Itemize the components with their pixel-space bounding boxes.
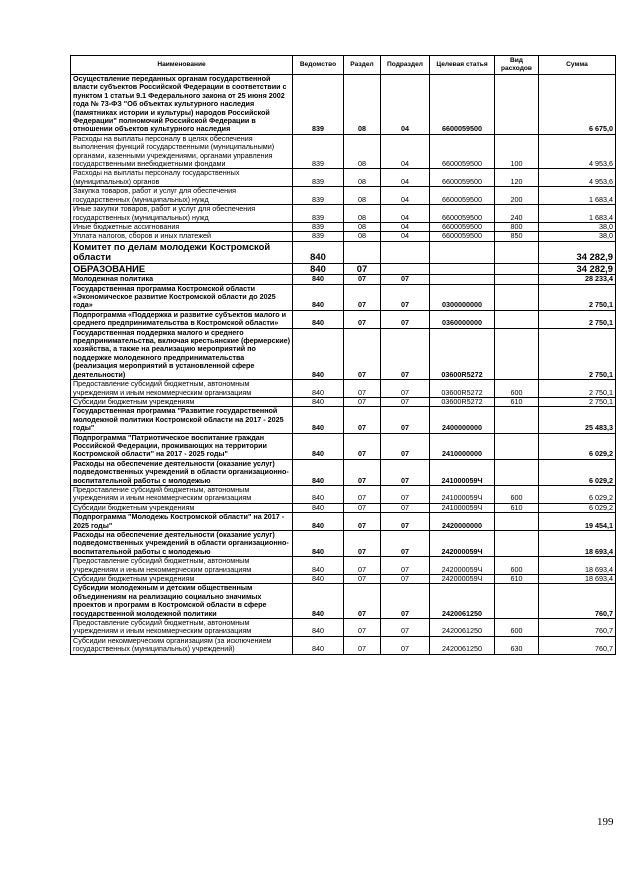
row-vid-cell xyxy=(495,284,539,310)
row-vedomstvo-cell: 839 xyxy=(293,187,344,205)
row-vid-cell: 610 xyxy=(495,503,539,512)
row-statya-cell: 03600R5272 xyxy=(430,380,495,398)
row-vedomstvo-cell: 839 xyxy=(293,205,344,223)
row-vid-cell: 800 xyxy=(495,222,539,231)
table-row xyxy=(71,503,616,512)
row-name-cell: Государственная программа "Развитие государственной молодежной политики Костромской области на 2017 - 2025 годы" xyxy=(71,407,293,433)
row-podrazdel-cell: 07 xyxy=(381,407,430,433)
row-statya-cell: 242000059Ч xyxy=(430,531,495,557)
row-vedomstvo-cell: 840 xyxy=(293,531,344,557)
row-razdel-cell: 08 xyxy=(344,134,381,169)
row-summa-cell: 2 750,1 xyxy=(539,310,616,328)
row-statya-cell: 6600059500 xyxy=(430,205,495,223)
row-statya-cell: 241000059Ч xyxy=(430,459,495,485)
header-name: Наименование xyxy=(71,56,293,75)
row-razdel-cell: 07 xyxy=(344,636,381,654)
row-vedomstvo-cell: 840 xyxy=(293,275,344,284)
row-summa-cell: 28 233,4 xyxy=(539,275,616,284)
row-name-cell: Предоставление субсидий бюджетным, автономным учреждениям и иным некоммерческим организациям xyxy=(71,380,293,398)
row-statya-cell: 6600059500 xyxy=(430,187,495,205)
row-razdel-cell: 08 xyxy=(344,232,381,241)
row-vedomstvo-cell: 840 xyxy=(293,328,344,379)
row-vedomstvo-cell: 840 xyxy=(293,557,344,575)
row-summa-cell: 19 454,1 xyxy=(539,513,616,531)
row-summa-cell: 4 953,6 xyxy=(539,134,616,169)
row-podrazdel-cell: 07 xyxy=(381,636,430,654)
row-statya-cell: 0300000000 xyxy=(430,284,495,310)
row-vedomstvo-cell: 840 xyxy=(293,380,344,398)
row-name-cell: Иные закупки товаров, работ и услуг для обеспечения государственных (муниципальных) нужд xyxy=(71,205,293,223)
row-vid-cell: 240 xyxy=(495,205,539,223)
row-podrazdel-cell: 04 xyxy=(381,222,430,231)
row-summa-cell: 6 675,0 xyxy=(539,75,616,135)
row-razdel-cell: 08 xyxy=(344,187,381,205)
header-vid-raskhodov: Вид расходов xyxy=(495,56,539,75)
row-razdel-cell: 07 xyxy=(344,433,381,459)
row-vedomstvo-cell: 840 xyxy=(293,513,344,531)
row-vid-cell xyxy=(495,459,539,485)
row-razdel-cell: 08 xyxy=(344,222,381,231)
row-name-cell: Закупка товаров, работ и услуг для обеспечения государственных (муниципальных) нужд xyxy=(71,187,293,205)
table-row xyxy=(71,433,616,459)
row-podrazdel-cell: 04 xyxy=(381,75,430,135)
row-podrazdel-cell: 07 xyxy=(381,513,430,531)
row-summa-cell: 2 750,1 xyxy=(539,380,616,398)
row-name-cell: Предоставление субсидий бюджетным, автономным учреждениям и иным некоммерческим организациям xyxy=(71,557,293,575)
row-podrazdel-cell: 07 xyxy=(381,328,430,379)
row-vedomstvo-cell: 840 xyxy=(293,575,344,584)
row-razdel-cell: 07 xyxy=(344,310,381,328)
row-podrazdel-cell: 04 xyxy=(381,169,430,187)
row-name-cell: Расходы на обеспечение деятельности (оказание услуг) подведомственных учреждений в области организационно-воспитательной работы с молодежью xyxy=(71,459,293,485)
row-vid-cell: 850 xyxy=(495,232,539,241)
row-statya-cell: 2420000000 xyxy=(430,513,495,531)
row-summa-cell: 6 029,2 xyxy=(539,459,616,485)
row-vid-cell xyxy=(495,407,539,433)
row-vid-cell xyxy=(495,433,539,459)
row-statya-cell: 0360000000 xyxy=(430,310,495,328)
table-row xyxy=(71,284,616,310)
row-razdel-cell: 07 xyxy=(344,557,381,575)
row-vid-cell xyxy=(495,531,539,557)
row-podrazdel-cell: 07 xyxy=(381,397,430,406)
row-podrazdel-cell: 07 xyxy=(381,284,430,310)
row-summa-cell: 6 029,2 xyxy=(539,485,616,503)
row-statya-cell: 6600059500 xyxy=(430,169,495,187)
row-statya-cell: 2410000000 xyxy=(430,433,495,459)
row-statya-cell: 03600R5272 xyxy=(430,397,495,406)
row-razdel-cell: 07 xyxy=(344,328,381,379)
row-summa-cell: 6 029,2 xyxy=(539,503,616,512)
row-name-cell: Расходы на выплаты персоналу государственных (муниципальных) органов xyxy=(71,169,293,187)
row-razdel-cell: 07 xyxy=(344,380,381,398)
row-podrazdel-cell: 04 xyxy=(381,232,430,241)
row-razdel-cell: 07 xyxy=(344,263,381,275)
row-vedomstvo-cell: 839 xyxy=(293,232,344,241)
row-vedomstvo-cell: 840 xyxy=(293,636,344,654)
row-statya-cell xyxy=(430,275,495,284)
row-vid-cell: 630 xyxy=(495,636,539,654)
row-vid-cell: 610 xyxy=(495,397,539,406)
row-summa-cell: 34 282,9 xyxy=(539,241,616,263)
row-statya-cell: 242000059Ч xyxy=(430,575,495,584)
header-summa: Сумма xyxy=(539,56,616,75)
table-row xyxy=(71,575,616,584)
table-row xyxy=(71,263,616,275)
row-summa-cell: 2 750,1 xyxy=(539,284,616,310)
row-vedomstvo-cell: 840 xyxy=(293,584,344,619)
row-razdel-cell: 07 xyxy=(344,485,381,503)
row-name-cell: Субсидии некоммерческим организациям (за исключением государственных (муниципальных) учреждений) xyxy=(71,636,293,654)
row-summa-cell: 760,7 xyxy=(539,584,616,619)
table-row xyxy=(71,134,616,169)
row-podrazdel-cell: 07 xyxy=(381,459,430,485)
row-name-cell: Предоставление субсидий бюджетным, автономным учреждениям и иным некоммерческим организациям xyxy=(71,485,293,503)
row-vedomstvo-cell: 840 xyxy=(293,459,344,485)
table-row xyxy=(71,241,616,263)
row-podrazdel-cell: 04 xyxy=(381,205,430,223)
row-summa-cell: 18 693,4 xyxy=(539,557,616,575)
row-name-cell: Уплата налогов, сборов и иных платежей xyxy=(71,232,293,241)
row-summa-cell: 18 693,4 xyxy=(539,575,616,584)
budget-table xyxy=(70,55,616,655)
table-row xyxy=(71,232,616,241)
row-razdel-cell: 07 xyxy=(344,397,381,406)
row-name-cell: Расходы на выплаты персоналу в целях обеспечения выполнения функций государственными (муниципальными) органами, казенными учреждениями, органами управления государственными внебюджетными фондами xyxy=(71,134,293,169)
row-statya-cell: 242000059Ч xyxy=(430,557,495,575)
row-summa-cell: 18 693,4 xyxy=(539,531,616,557)
row-statya-cell: 2420061250 xyxy=(430,636,495,654)
row-summa-cell: 38,0 xyxy=(539,232,616,241)
row-vedomstvo-cell: 840 xyxy=(293,310,344,328)
row-podrazdel-cell: 07 xyxy=(381,503,430,512)
row-vid-cell xyxy=(495,241,539,263)
table-row xyxy=(71,275,616,284)
row-podrazdel-cell: 07 xyxy=(381,557,430,575)
row-statya-cell: 2420061250 xyxy=(430,584,495,619)
row-razdel-cell: 07 xyxy=(344,407,381,433)
row-name-cell: Подпрограмма «Поддержка и развитие субъектов малого и среднего предпринимательства в Костромской области» xyxy=(71,310,293,328)
table-row xyxy=(71,513,616,531)
row-statya-cell: 241000059Ч xyxy=(430,503,495,512)
row-vedomstvo-cell: 840 xyxy=(293,263,344,275)
row-vid-cell: 600 xyxy=(495,619,539,637)
table-row xyxy=(71,328,616,379)
row-podrazdel-cell: 07 xyxy=(381,380,430,398)
table-row xyxy=(71,310,616,328)
row-vedomstvo-cell: 839 xyxy=(293,75,344,135)
row-podrazdel-cell xyxy=(381,241,430,263)
row-summa-cell: 34 282,9 xyxy=(539,263,616,275)
row-vid-cell: 600 xyxy=(495,557,539,575)
table-row xyxy=(71,205,616,223)
header-vedomstvo: Ведомство xyxy=(293,56,344,75)
table-body xyxy=(71,75,616,655)
row-vid-cell xyxy=(495,310,539,328)
row-name-cell: Государственная программа Костромской области «Экономическое развитие Костромской области до 2025 года» xyxy=(71,284,293,310)
table-row xyxy=(71,459,616,485)
row-vid-cell: 600 xyxy=(495,485,539,503)
row-statya-cell: 03600R5272 xyxy=(430,328,495,379)
row-razdel-cell: 07 xyxy=(344,575,381,584)
row-name-cell: Субсидии бюджетным учреждениям xyxy=(71,575,293,584)
row-vid-cell xyxy=(495,75,539,135)
row-summa-cell: 38,0 xyxy=(539,222,616,231)
table-row xyxy=(71,397,616,406)
row-name-cell: Субсидии бюджетным учреждениям xyxy=(71,397,293,406)
row-vid-cell: 600 xyxy=(495,380,539,398)
row-vid-cell xyxy=(495,275,539,284)
row-razdel-cell: 07 xyxy=(344,513,381,531)
row-podrazdel-cell xyxy=(381,263,430,275)
row-summa-cell: 4 953,6 xyxy=(539,169,616,187)
row-podrazdel-cell: 07 xyxy=(381,310,430,328)
row-vid-cell: 100 xyxy=(495,134,539,169)
row-summa-cell: 2 750,1 xyxy=(539,397,616,406)
table-row xyxy=(71,187,616,205)
row-summa-cell: 1 683,4 xyxy=(539,187,616,205)
row-vedomstvo-cell: 840 xyxy=(293,485,344,503)
table-row xyxy=(71,222,616,231)
header-podrazdel: Подраздел xyxy=(381,56,430,75)
row-summa-cell: 1 683,4 xyxy=(539,205,616,223)
row-razdel-cell: 08 xyxy=(344,169,381,187)
row-razdel-cell: 07 xyxy=(344,619,381,637)
row-name-cell: Государственная поддержка малого и среднего предпринимательства, включая крестьянские (фермерские) хозяйства, а также на реализацию мероприятий по поддержке молодежного предпринимательства (реализация мероприятий в установленной сфере деятельности) xyxy=(71,328,293,379)
row-vedomstvo-cell: 840 xyxy=(293,619,344,637)
row-name-cell: Осуществление переданных органам государственной власти субъектов Российской Федерации в соответствии с пунктом 1 статьи 9.1 Федерального закона от 25 июня 2002 года № 73-ФЗ "Об объектах культурного наследия (памятниках истории и культуры) народов Российской Федерации" полномочий Российской Федерации в отношении объектов культурного наследия xyxy=(71,75,293,135)
row-summa-cell: 760,7 xyxy=(539,636,616,654)
row-statya-cell: 2420061250 xyxy=(430,619,495,637)
row-razdel-cell: 08 xyxy=(344,205,381,223)
row-name-cell: Субсидии бюджетным учреждениям xyxy=(71,503,293,512)
row-vedomstvo-cell: 840 xyxy=(293,241,344,263)
row-razdel-cell: 07 xyxy=(344,284,381,310)
row-razdel-cell: 07 xyxy=(344,503,381,512)
row-razdel-cell: 07 xyxy=(344,531,381,557)
row-vid-cell xyxy=(495,328,539,379)
row-podrazdel-cell: 07 xyxy=(381,619,430,637)
row-vedomstvo-cell: 840 xyxy=(293,284,344,310)
page-number: 199 xyxy=(597,816,614,828)
row-vedomstvo-cell: 840 xyxy=(293,397,344,406)
row-summa-cell: 2 750,1 xyxy=(539,328,616,379)
row-name-cell: Подпрограмма "Молодежь Костромской области" на 2017 - 2025 годы" xyxy=(71,513,293,531)
row-name-cell: Молодежная политика xyxy=(71,275,293,284)
row-podrazdel-cell: 07 xyxy=(381,485,430,503)
row-statya-cell: 6600059500 xyxy=(430,222,495,231)
table-row xyxy=(71,380,616,398)
row-podrazdel-cell: 04 xyxy=(381,134,430,169)
row-podrazdel-cell: 07 xyxy=(381,575,430,584)
table-row xyxy=(71,75,616,135)
row-name-cell: ОБРАЗОВАНИЕ xyxy=(71,263,293,275)
table-row xyxy=(71,619,616,637)
header-razdel: Раздел xyxy=(344,56,381,75)
row-summa-cell: 25 483,3 xyxy=(539,407,616,433)
table-row xyxy=(71,169,616,187)
table-row xyxy=(71,557,616,575)
row-podrazdel-cell: 07 xyxy=(381,584,430,619)
row-statya-cell xyxy=(430,241,495,263)
row-statya-cell: 6600059500 xyxy=(430,75,495,135)
row-vedomstvo-cell: 839 xyxy=(293,169,344,187)
row-razdel-cell: 07 xyxy=(344,275,381,284)
row-name-cell: Предоставление субсидий бюджетным, автономным учреждениям и иным некоммерческим организациям xyxy=(71,619,293,637)
row-razdel-cell: 07 xyxy=(344,459,381,485)
row-vid-cell: 200 xyxy=(495,187,539,205)
row-statya-cell: 2400000000 xyxy=(430,407,495,433)
table-row xyxy=(71,485,616,503)
row-statya-cell xyxy=(430,263,495,275)
row-summa-cell: 6 029,2 xyxy=(539,433,616,459)
row-vedomstvo-cell: 840 xyxy=(293,407,344,433)
row-vid-cell xyxy=(495,263,539,275)
table-row xyxy=(71,636,616,654)
table-row xyxy=(71,407,616,433)
row-name-cell: Расходы на обеспечение деятельности (оказание услуг) подведомственных учреждений в области организационно-воспитательной работы с молодежью xyxy=(71,531,293,557)
row-vid-cell xyxy=(495,513,539,531)
row-podrazdel-cell: 07 xyxy=(381,275,430,284)
row-vid-cell: 610 xyxy=(495,575,539,584)
row-statya-cell: 6600059500 xyxy=(430,134,495,169)
row-vid-cell xyxy=(495,584,539,619)
row-statya-cell: 6600059500 xyxy=(430,232,495,241)
row-vedomstvo-cell: 839 xyxy=(293,134,344,169)
row-podrazdel-cell: 07 xyxy=(381,531,430,557)
table-header-row xyxy=(71,56,616,75)
row-razdel-cell: 08 xyxy=(344,75,381,135)
table-row xyxy=(71,531,616,557)
row-razdel-cell xyxy=(344,241,381,263)
table-row xyxy=(71,584,616,619)
header-statya: Целевая статья xyxy=(430,56,495,75)
row-vid-cell: 120 xyxy=(495,169,539,187)
row-vedomstvo-cell: 839 xyxy=(293,222,344,231)
row-vedomstvo-cell: 840 xyxy=(293,503,344,512)
row-summa-cell: 760,7 xyxy=(539,619,616,637)
row-name-cell: Подпрограмма "Патриотическое воспитание граждан Российской Федерации, проживающих на территории Костромской области" на 2017 - 2025 годы" xyxy=(71,433,293,459)
row-podrazdel-cell: 07 xyxy=(381,433,430,459)
row-razdel-cell: 07 xyxy=(344,584,381,619)
row-statya-cell: 241000059Ч xyxy=(430,485,495,503)
row-vedomstvo-cell: 840 xyxy=(293,433,344,459)
row-name-cell: Иные бюджетные ассигнования xyxy=(71,222,293,231)
row-podrazdel-cell: 04 xyxy=(381,187,430,205)
row-name-cell: Комитет по делам молодежи Костромской области xyxy=(71,241,293,263)
row-name-cell: Субсидии молодежным и детским общественным объединениям на реализацию социально значимых проектов и программ в Костромской области в сфере государственной молодежной политики xyxy=(71,584,293,619)
